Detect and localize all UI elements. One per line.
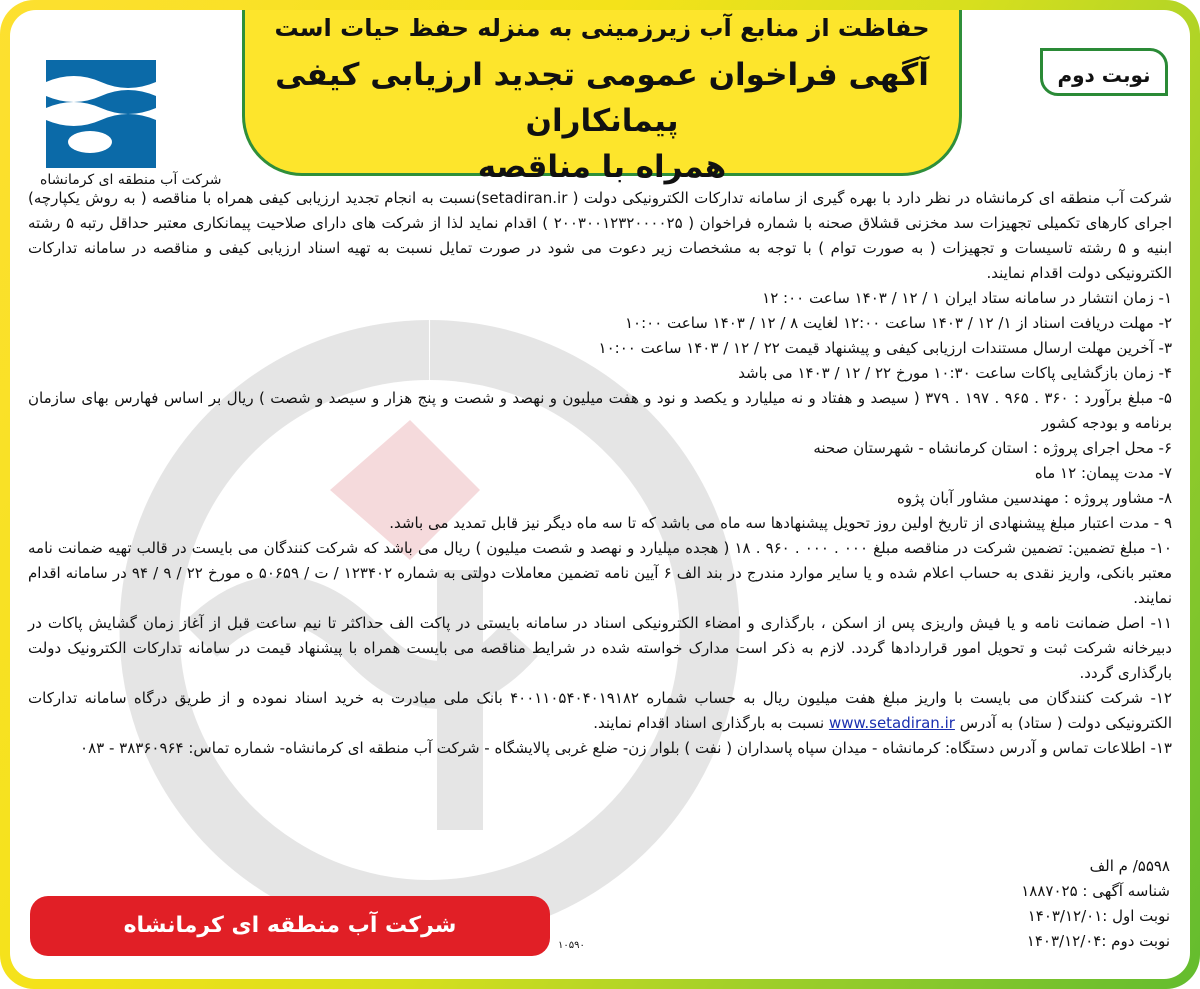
item-12-text-end: نسبت به بارگذاری اسناد اقدام نمایند. (593, 714, 825, 732)
item-5: ۵- مبلغ برآورد : ۳۶۰ . ۹۶۵ . ۱۹۷ . ۳۷۹ ( سیصد و هفتاد و نه میلیارد و یکصد و نود و هفت میلیون و نهصد و شصت و پنج هزار و سیصد و شصت ) ریال بر اساس فهارس بهای سازمان برنامه و بودجه کشور (28, 389, 1172, 432)
water-company-logo-icon (46, 60, 156, 168)
item-13: ۱۳- اطلاعات تماس و آدرس دستگاه: کرمانشاه - میدان سپاه پاسداران ( نفت ) بلوار زن- ضلع غربی پالایشگاه - شرکت آب منطقه ای کرمانشاه- شماره تماس: ۳۸۳۶۰۹۶۴ - ۰۸۳ (80, 739, 1172, 757)
ad-panel (10, 10, 1190, 979)
company-name-banner: شرکت آب منطقه ای کرمانشاه (30, 896, 550, 956)
ad-body (28, 186, 1172, 761)
item-12-text: ۱۲- شرکت کنندگان می بایست با واریز مبلغ هفت میلیون ریال به حساب شماره ۴۰۰۱۱۰۵۴۰۴۰۱۹۱۸۲ بانک ملی مبادرت به خرید اسناد نموده و از طریق درگاه سامانه تدارکات الکترونیکی دولت ( ستاد) به آدرس (28, 689, 1172, 732)
item-6: ۶- محل اجرای پروژه : استان کرمانشاه - شهرستان صحنه (813, 439, 1172, 457)
company-caption: شرکت آب منطقه ای کرمانشاه (40, 172, 222, 188)
slogan: حفاظت از منابع آب زیرزمینی به منزله حفظ حیات است (274, 14, 930, 42)
item-12 (28, 686, 1172, 736)
round-badge: نوبت دوم (1040, 48, 1168, 96)
item-7: ۷- مدت پیمان: ۱۲ ماه (1034, 464, 1172, 482)
second-round-date: نوبت دوم :۱۴۰۳/۱۲/۰۴ (1026, 932, 1170, 950)
item-3: ۳- آخرین مهلت ارسال مستندات ارزیابی کیفی و پیشنهاد قیمت ۲۲ / ۱۲ / ۱۴۰۳ ساعت ۱۰:۰۰ (598, 339, 1172, 357)
ad-footer-info (1021, 854, 1170, 954)
item-10: ۱۰- مبلغ تضمین: تضمین شرکت در مناقصه مبلغ ۰۰۰ . ۰۰۰ . ۹۶۰ . ۱۸ ( هجده میلیارد و نهصد و شصت میلیون ) ریال می باشد که شرکت کنندگان می بایست در قالب تهیه ضمانت نامه معتبر بانکی، واریز نقدی به حساب اعلام شده و یا سایر موارد مندرج در بند الف ۶ آیین نامه تضمین معاملات دولتی به شماره ۱۲۳۴۰۲ / ت / ۵۰۶۵۹ ه مورخ ۲۲ / ۹ / ۹۴ در سامانه اقدام نمایند. (28, 539, 1173, 607)
item-4: ۴- زمان بازگشایی پاکات ساعت ۱۰:۳۰ مورخ ۲۲ / ۱۲ / ۱۴۰۳ می باشد (738, 364, 1172, 382)
ad-title-line-2: همراه با مناقصه (477, 149, 727, 185)
print-code: ۱۰۵۹۰ (558, 940, 585, 951)
setadiran-link[interactable]: www.setadiran.ir (828, 714, 955, 732)
item-11: ۱۱- اصل ضمانت نامه و یا فیش واریزی پس از اسکن ، بارگذاری و امضاء الکترونیکی اسناد در سامانه بایستی در پاکت الف حداکثر تا نیم ساعت قبل از آغاز زمان گشایش پاکات در دبیرخانه شرکت ثبت و تحویل امور قراردادها گردد. لازم به ذکر است مدارک خواسته شده در شرایط مناقصه می بایست همراه با پیشنهاد قیمت در سامانه تدارکات الکترونیک دولت بارگذاری گردد. (28, 614, 1172, 682)
item-8: ۸- مشاور پروژه : مهندسین مشاور آبان پژوه (897, 489, 1172, 507)
ad-title-line-1: آگهی فراخوان عمومی تجدید ارزیابی کیفی پیمانکاران (275, 57, 929, 139)
header-banner (242, 10, 962, 185)
ad-id: شناسه آگهی : ۱۸۸۷۰۲۵ (1021, 882, 1170, 900)
item-1: ۱- زمان انتشار در سامانه ستاد ایران ۱ / ۱۲ / ۱۴۰۳ ساعت ۰۰: ۱۲ (762, 289, 1172, 307)
intro-paragraph: شرکت آب منطقه ای کرمانشاه در نظر دارد با بهره گیری از سامانه تدارکات الکترونیکی دولت ( setadiran.ir)نسبت به انجام تجدید ارزیابی کیفی همراه با مناقصه ( به روش یکپارچه) اجرای کارهای تکمیلی تجهیزات سد مخزنی قشلاق صحنه با شماره فراخوان ( ۲۰۰۳۰۰۱۲۳۲۰۰۰۰۲۵ ) اقدام نماید لذا از شرکت های دارای صلاحیت پیمانکاری معتبر حداقل رتبه ۵ رشته ابنیه و ۵ رشته تاسیسات و تجهیزات ( به صورت توام ) با توجه به مشخصات زیر دعوت می شود در صورت تمایل نسبت به تهیه اسناد ارزیابی کیفی و مناقصه در سامانه تدارکات الکترونیکی دولت اقدام نمایند. (28, 189, 1173, 282)
item-9: ۹ - مدت اعتبار مبلغ پیشنهادی از تاریخ اولین روز تحویل پیشنهادها سه ماه می باشد که تا سه ماه دیگر نیز قابل تمدید می باشد. (389, 514, 1172, 532)
item-2: ۲- مهلت دریافت اسناد از ۱/ ۱۲ / ۱۴۰۳ ساعت ۱۲:۰۰ لغایت ۸ / ۱۲ / ۱۴۰۳ ساعت ۱۰:۰۰ (624, 314, 1172, 332)
ad-title (245, 52, 959, 190)
reference-code: ۵۵۹۸/ م الف (1089, 857, 1170, 875)
first-round-date: نوبت اول :۱۴۰۳/۱۲/۰۱ (1027, 907, 1170, 925)
